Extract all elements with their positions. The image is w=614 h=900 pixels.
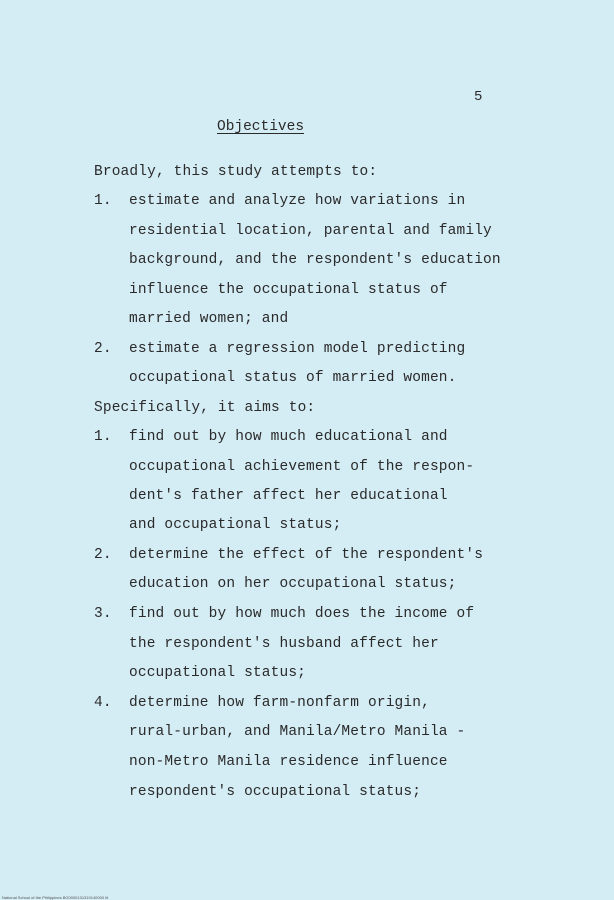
list-line: married women; and: [129, 311, 289, 327]
list-number: 4.: [94, 695, 112, 711]
list-number: 2.: [94, 341, 112, 357]
list-line: find out by how much does the income of: [129, 606, 475, 622]
list-line: determine the effect of the respondent's: [129, 547, 484, 563]
list-line: dent's father affect her educational: [129, 488, 448, 504]
list-line: estimate and analyze how variations in: [129, 193, 466, 209]
list-line: residential location, parental and family: [129, 223, 492, 239]
list-number: 1.: [94, 429, 112, 445]
list-number: 2.: [94, 547, 112, 563]
list-line: education on her occupational status;: [129, 576, 457, 592]
list-line: background, and the respondent's education: [129, 252, 501, 268]
list-line: occupational status;: [129, 665, 307, 681]
list-number: 3.: [94, 606, 112, 622]
list-line: influence the occupational status of: [129, 282, 448, 298]
list-line: occupational status of married women.: [129, 370, 457, 386]
list-number: 1.: [94, 193, 112, 209]
list-line: non-Metro Manila residence influence: [129, 754, 448, 770]
list-line: find out by how much educational and: [129, 429, 448, 445]
list-line: estimate a regression model predicting: [129, 341, 466, 357]
list-line: and occupational status;: [129, 517, 342, 533]
intro-paragraph: Broadly, this study attempts to:: [94, 164, 378, 180]
specific-intro-paragraph: Specifically, it aims to:: [94, 400, 316, 416]
list-line: determine how farm-nonfarm origin,: [129, 695, 430, 711]
list-line: the respondent's husband affect her: [129, 636, 439, 652]
list-line: rural-urban, and Manila/Metro Manila -: [129, 724, 466, 740]
list-line: occupational achievement of the respon-: [129, 459, 475, 475]
section-title: Objectives: [217, 119, 305, 135]
page-number: 5: [474, 89, 483, 105]
list-line: respondent's occupational status;: [129, 784, 422, 800]
scan-footer: National School of the Philippines BG0000131319140000 lit: [2, 895, 109, 900]
